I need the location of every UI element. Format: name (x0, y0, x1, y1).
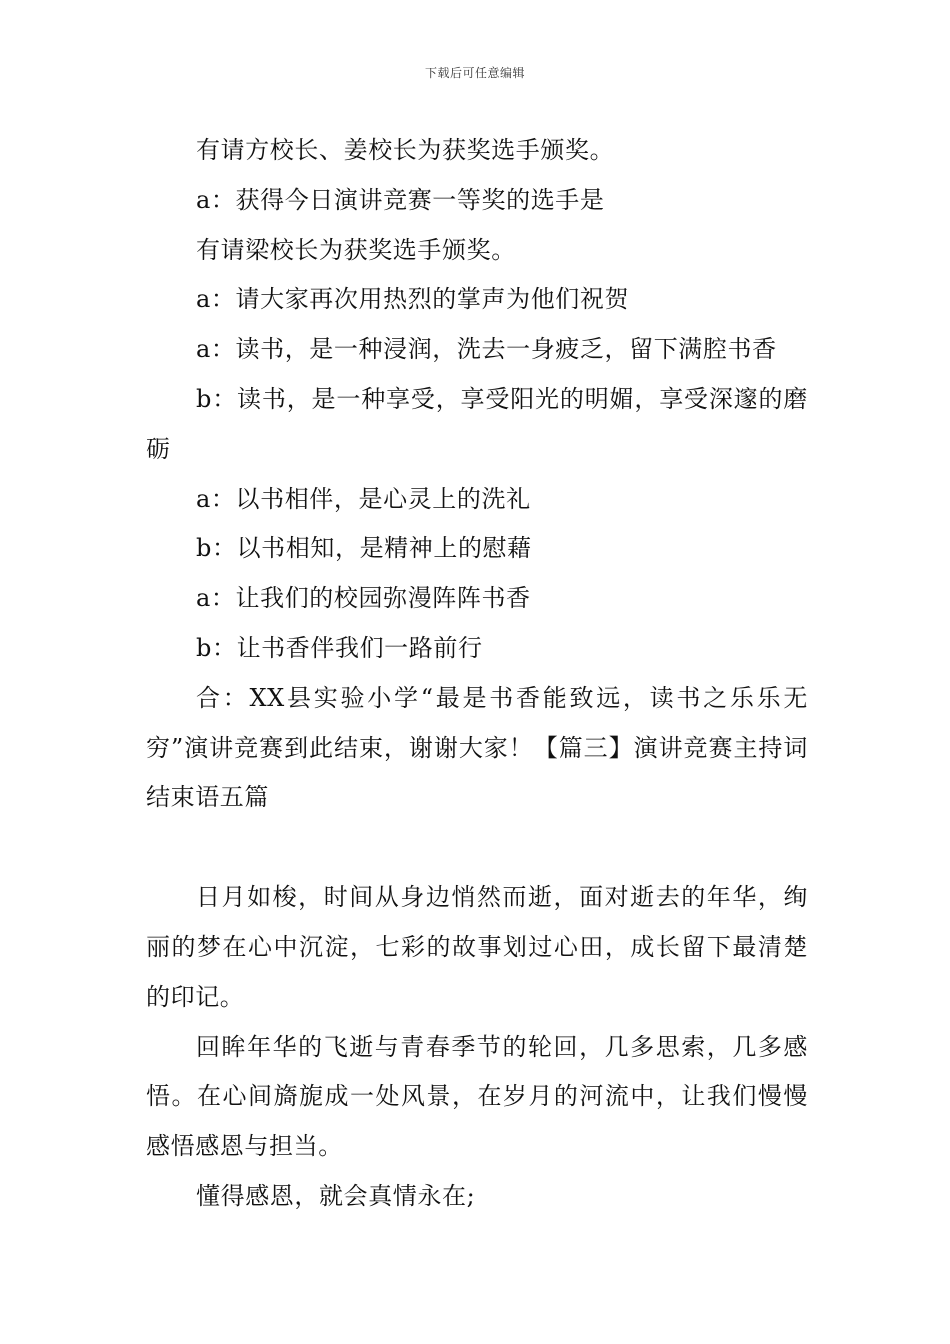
section-gap (146, 823, 808, 873)
paragraph-13: 回眸年华的飞逝与青春季节的轮回，几多思索，几多感悟。在心间旖旎成一处风景，在岁月的河流中，让我们慢慢感悟感恩与担当。 (146, 1032, 808, 1161)
paragraph-4: a：请大家再次用热烈的掌声为他们祝贺 (196, 285, 630, 314)
paragraph-1: 有请方校长、姜校长为获奖选手颁奖。 (196, 136, 615, 164)
paragraph-10: b：让书香伴我们一路前行 (196, 633, 483, 662)
paragraph-5: a：读书，是一种浸润，洗去一身疲乏，留下满腔书香 (196, 335, 777, 364)
paragraph-12: 日月如梭，时间从身边悄然而逝，面对逝去的年华，绚丽的梦在心中沉淀，七彩的故事划过心田，成长留下最清楚的印记。 (146, 883, 808, 1011)
paragraph-9: a：让我们的校园弥漫阵阵书香 (196, 584, 531, 613)
paragraph-3: 有请梁校长为获奖选手颁奖。 (196, 235, 516, 264)
paragraph-2: a：获得今日演讲竞赛一等奖的选手是 (196, 185, 605, 214)
paragraph-11: 合：XX县实验小学“最是书香能致远，读书之乐乐无穷”演讲竞赛到此结束，谢谢大家！【篇三】演讲竞赛主持词结束语五篇 (146, 683, 808, 812)
document-body (146, 126, 808, 1222)
paragraph-6: b：读书，是一种享受，享受阳光的明媚，享受深邃的磨砺 (146, 384, 808, 463)
paragraph-14: 懂得感恩，就会真情永在; (196, 1181, 476, 1210)
paragraph-7: a：以书相伴，是心灵上的洗礼 (196, 484, 531, 513)
page-header: 下载后可任意编辑 (424, 66, 525, 80)
paragraph-8: b：以书相知，是精神上的慰藉 (196, 534, 532, 563)
